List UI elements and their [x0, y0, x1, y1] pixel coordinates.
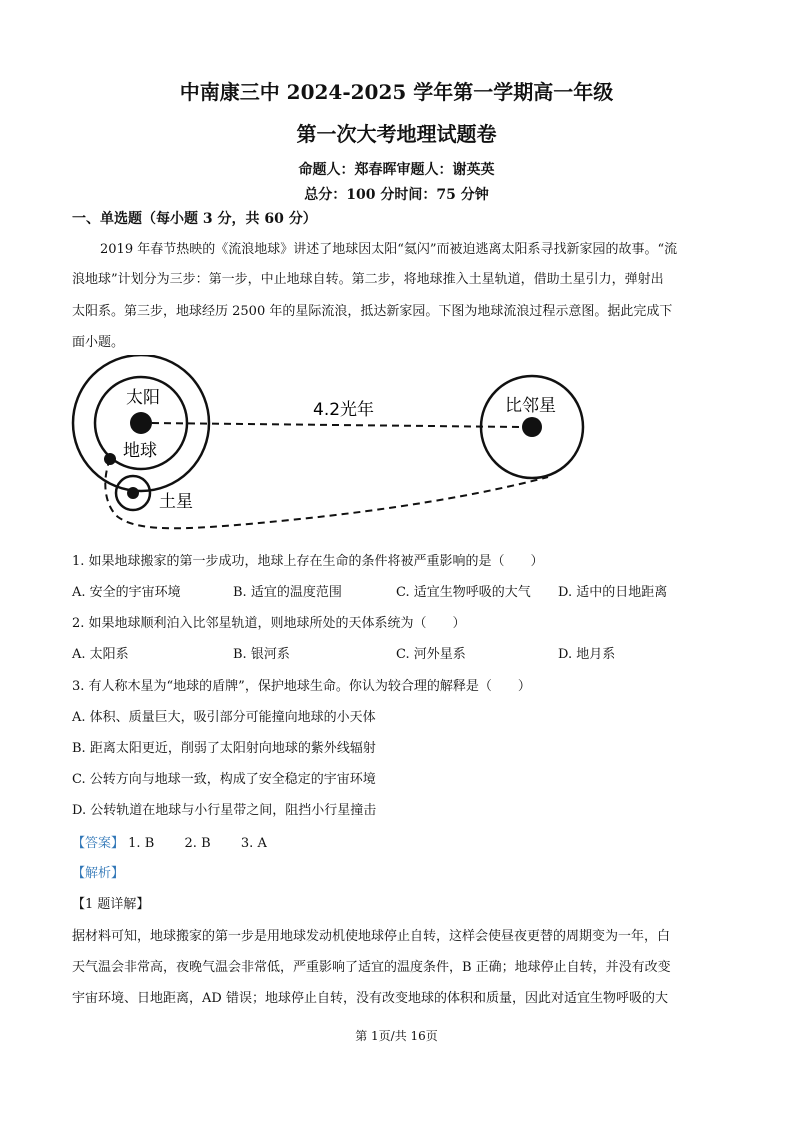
exam-title-line2: 第一次大考地理试题卷	[296, 122, 497, 146]
question-2-option-d: D. 地月系	[558, 647, 616, 662]
question-3-option-b: B. 距离太阳更近，削弱了太阳射向地球的紫外线辐射	[72, 741, 376, 756]
question-2-option-c: C. 河外星系	[396, 647, 466, 662]
passage-line-2: 浪地球”计划分为三步：第一步，中止地球自转。第二步，将地球推入土星轨道，借助土星引力，弹射出	[72, 272, 664, 287]
answer-3: 3. A	[240, 836, 267, 851]
analysis-line-1: 据材料可知，地球搬家的第一步是用地球发动机使地球停止自转，这样会使昼夜更替的周期变为一年，白	[72, 929, 671, 944]
question-2-stem: 2. 如果地球顺利泊入比邻星轨道，则地球所处的天体系统为（ ）	[72, 616, 466, 631]
question-2-option-b: B. 银河系	[233, 647, 290, 662]
question-1-option-c: C. 适宜生物呼吸的大气	[396, 585, 531, 600]
distance-label: 4.2光年	[313, 400, 375, 420]
saturn-dot	[127, 487, 139, 499]
question-1-option-a: A. 安全的宇宙环境	[72, 585, 181, 600]
exam-authors: 命题人：郑春晖审题人：谢英英	[298, 162, 495, 178]
saturn-label: 土星	[159, 492, 193, 512]
distance-line	[152, 423, 522, 427]
sun-label: 太阳	[126, 388, 160, 408]
earth-wandering-diagram	[60, 355, 600, 540]
answer-1: 1. B	[128, 836, 155, 851]
passage-line-1: 2019 年春节热映的《流浪地球》讲述了地球因太阳“氦闪”而被迫逃离太阳系寻找新家园的故事。“流	[100, 242, 678, 257]
exam-title-line1: 中南康三中 2024-2025 学年第一学期高一年级	[179, 80, 614, 104]
proxima-dot	[522, 417, 542, 437]
question-3-option-d: D. 公转轨道在地球与小行星带之间，阻挡小行星撞击	[72, 803, 377, 818]
question-3-option-c: C. 公转方向与地球一致，构成了安全稳定的宇宙环境	[72, 772, 376, 787]
proxima-label: 比邻星	[505, 396, 556, 416]
page-footer: 第 1页/共 16页	[355, 1029, 438, 1043]
answer-2: 2. B	[184, 836, 211, 851]
question-1-option-d: D. 适中的日地距离	[558, 585, 668, 600]
question-1-stem: 1. 如果地球搬家的第一步成功，地球上存在生命的条件将被严重影响的是（ ）	[72, 554, 544, 569]
passage-line-4: 面小题。	[72, 335, 125, 350]
answer-label: 【答案】	[72, 836, 125, 851]
analysis-line-3: 宇宙环境、日地距离，AD 错误；地球停止自转，没有改变地球的体积和质量，因此对适宜生物呼吸的大	[72, 991, 668, 1006]
passage-line-3: 太阳系。第三步，地球经历 2500 年的星际流浪，抵达新家园。下图为地球流浪过程示意图。据此完成下	[72, 304, 673, 319]
analysis-detail-label: 【1 题详解】	[72, 897, 150, 912]
exam-score-time: 总分：100 分时间：75 分钟	[304, 187, 489, 203]
question-1-option-b: B. 适宜的温度范围	[233, 585, 342, 600]
analysis-label: 【解析】	[72, 866, 125, 881]
question-3-option-a: A. 体积、质量巨大，吸引部分可能撞向地球的小天体	[72, 710, 376, 725]
question-2-option-a: A. 太阳系	[72, 647, 129, 662]
question-3-stem: 3. 有人称木星为“地球的盾牌”，保护地球生命。你认为较合理的解释是（ ）	[72, 679, 531, 694]
earth-label: 地球	[123, 441, 157, 461]
analysis-line-2: 天气温会非常高，夜晚气温会非常低，严重影响了适宜的温度条件，B 正确；地球停止自转，并没有改变	[72, 960, 671, 975]
sun-dot	[130, 412, 152, 434]
answer-row	[72, 832, 267, 851]
section-heading: 一、单选题（每小题 3 分，共 60 分）	[72, 211, 317, 227]
